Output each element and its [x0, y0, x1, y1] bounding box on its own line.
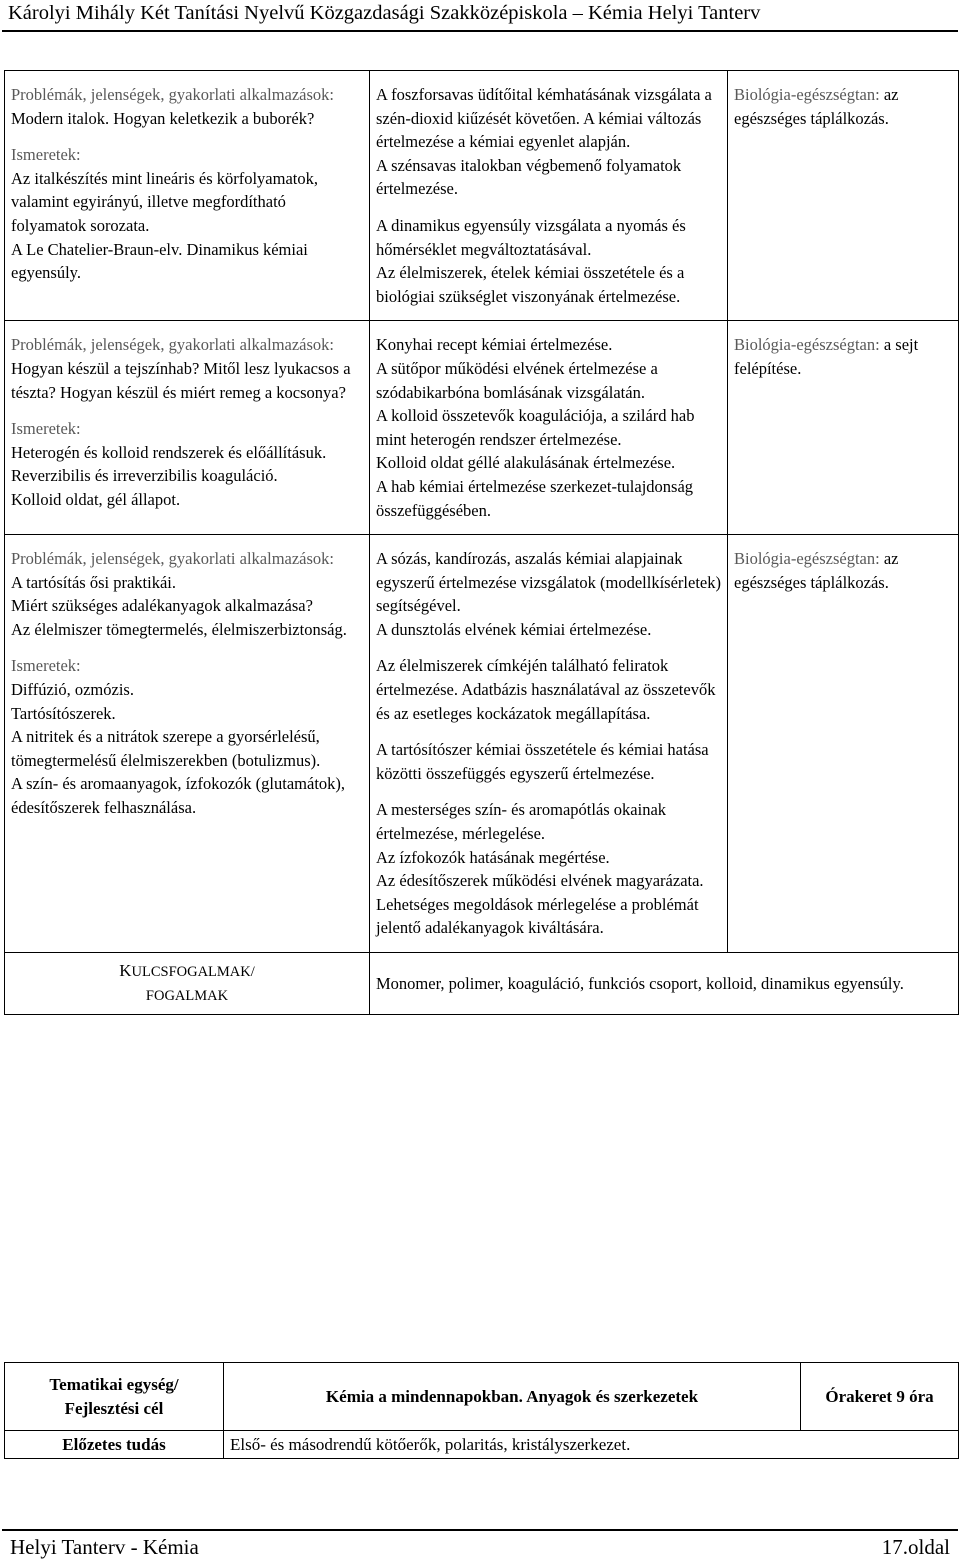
connection-text: az egészséges táplálkozás. — [734, 549, 899, 592]
keywords-label-initial: K — [119, 961, 132, 980]
curriculum-table — [4, 70, 959, 1015]
activities-cell — [370, 71, 728, 321]
connection-label: Biológia-egészségtan: — [734, 335, 880, 355]
activities-cell — [370, 321, 728, 535]
knowledge-label: Ismeretek: — [11, 145, 81, 165]
table-row — [5, 71, 959, 321]
connections-cell — [728, 535, 959, 953]
problems-block — [11, 547, 363, 641]
knowledge-block — [11, 654, 363, 819]
header-rule — [2, 30, 958, 32]
problems-block — [11, 83, 363, 130]
problems-label: Problémák, jelenségek, gyakorlati alkalmazások: — [11, 549, 335, 569]
keywords-text: Monomer, polimer, koaguláció, funkciós csoport, kolloid, dinamikus egyensúly. — [370, 953, 959, 1015]
footer-title: Helyi Tanterv - Kémia — [10, 1535, 199, 1559]
knowledge-block — [11, 143, 363, 285]
activity-paragraph: A dinamikus egyensúly vizsgálata a nyomás és hőmérséklet megváltoztatásával. Az élelmiszerek, ételek kémiai összetétele és a biológiai szükséglet viszonyának értelmezése. — [376, 215, 686, 306]
page-number: 17.oldal — [881, 1535, 950, 1559]
prior-label: Előzetes tudás — [5, 1431, 224, 1459]
activity-paragraph: Az élelmiszerek címkéjén található feliratok értelmezése. Adatbázis használatával az összetevők és az esetleges kockázatok megállapítása. — [376, 656, 716, 723]
activity-paragraph: A tartósítószer kémiai összetétele és kémiai hatása közötti összefüggés egyszerű értelmezése. — [376, 740, 709, 783]
problems-knowledge-cell — [5, 71, 370, 321]
problems-knowledge-cell — [5, 535, 370, 953]
unit-row — [5, 1363, 959, 1431]
problems-text: A tartósítás ősi praktikái. Miért szükséges adalékanyagok alkalmazása? Az élelmiszer tömegtermelés, élelmiszerbiztonság. — [11, 572, 347, 639]
footer-rule — [2, 1529, 958, 1531]
knowledge-label: Ismeretek: — [11, 656, 81, 676]
activity-paragraph: A mesterséges szín- és aromapótlás okainak értelmezése, mérlegelése. Az ízfokozók hatásának megértése. Az édesítőszerek működési elvének magyarázata. Lehetséges megoldások mérlegelése a problémát jelentő adalékanyagok kiváltására. — [376, 800, 704, 938]
activities-cell — [370, 535, 728, 953]
problems-label: Problémák, jelenségek, gyakorlati alkalmazások: — [11, 85, 335, 104]
activity-paragraph: Konyhai recept kémiai értelmezése. A sütőpor működési elvének értelmezése a szódabikarbóna bomlásának vizsgálatán. A kolloid összetevők koagulációja, a szilárd hab mint heterogén rendszer értelmezése. Kolloid oldat géllé alakulásának értelmezése. A hab kémiai értelmezése szerkezet-tulajdonság összefüggésében. — [376, 335, 695, 520]
keywords-label-line2: FOGALMAK — [145, 988, 229, 1004]
table-row — [5, 321, 959, 535]
connection-text: a sejt felépítése. — [734, 335, 919, 378]
page-header — [0, 0, 960, 34]
problems-block — [11, 333, 363, 404]
keywords-label — [5, 953, 370, 1015]
prior-text: Első- és másodrendű kötőerők, polaritás, kristályszerkezet. — [224, 1431, 959, 1459]
keywords-row — [5, 953, 959, 1015]
unit-info-table — [4, 1362, 959, 1459]
problems-text: Modern italok. Hogyan keletkezik a buborék? — [11, 108, 315, 128]
keywords-label-rest: ULCSFOGALMAK/ — [131, 964, 255, 980]
table-row — [5, 535, 959, 953]
hours-label: Órakeret 9 óra — [801, 1363, 959, 1431]
problems-text: Hogyan készül a tejszínhab? Mitől lesz lyukacsos a tészta? Hogyan készül és miért remeg a kocsonya? — [11, 358, 351, 402]
header-title: Károlyi Mihály Két Tanítási Nyelvű Közgazdasági Szakközépiskola – Kémia Helyi Tanterv — [8, 2, 761, 24]
knowledge-text: Diffúzió, ozmózis. Tartósítószerek. A nitritek és a nitrátok szerepe a gyorsérlelésű, tömegtermelésű élelmiszerekben (botulizmus). A szín- és aromaanyagok, ízfokozók (glutamátok), édesítőszerek felhasználása. — [11, 680, 346, 818]
problems-label: Problémák, jelenségek, gyakorlati alkalmazások: — [11, 335, 335, 355]
prior-row — [5, 1431, 959, 1459]
connections-cell — [728, 321, 959, 535]
unit-title: Kémia a mindennapokban. Anyagok és szerkezetek — [224, 1363, 801, 1431]
activity-paragraph: A foszforsavas üdítőital kémhatásának vizsgálata a szén-dioxid kiűzését követően. A kémiai változás értelmezése a kémiai egyenlet alapján. A szénsavas italokban végbemenő folyamatok értelmezése. — [376, 85, 712, 199]
connection-text: az egészséges táplálkozás. — [734, 85, 899, 128]
connections-cell — [728, 71, 959, 321]
knowledge-text: Heterogén és kolloid rendszerek és előállításuk. Reverzibilis és irreverzibilis koaguláció. Kolloid oldat, gél állapot. — [11, 442, 327, 509]
knowledge-label: Ismeretek: — [11, 419, 81, 439]
connection-label: Biológia-egészségtan: — [734, 85, 880, 104]
activity-paragraph: A sózás, kandírozás, aszalás kémiai alapjainak egyszerű értelmezése vizsgálatok (modellkísérletek) segítségével. A dunsztolás elvének kémiai értelmezése. — [376, 549, 721, 639]
knowledge-block — [11, 417, 363, 511]
problems-knowledge-cell — [5, 321, 370, 535]
knowledge-text: Az italkészítés mint lineáris és körfolyamatok, valamint egyirányú, illetve megfordítható folyamatok sorozata. A Le Chatelier-Braun-elv. Dinamikus kémiai egyensúly. — [11, 168, 318, 283]
unit-label: Tematikai egység/ Fejlesztési cél — [5, 1363, 224, 1431]
connection-label: Biológia-egészségtan: — [734, 549, 880, 569]
